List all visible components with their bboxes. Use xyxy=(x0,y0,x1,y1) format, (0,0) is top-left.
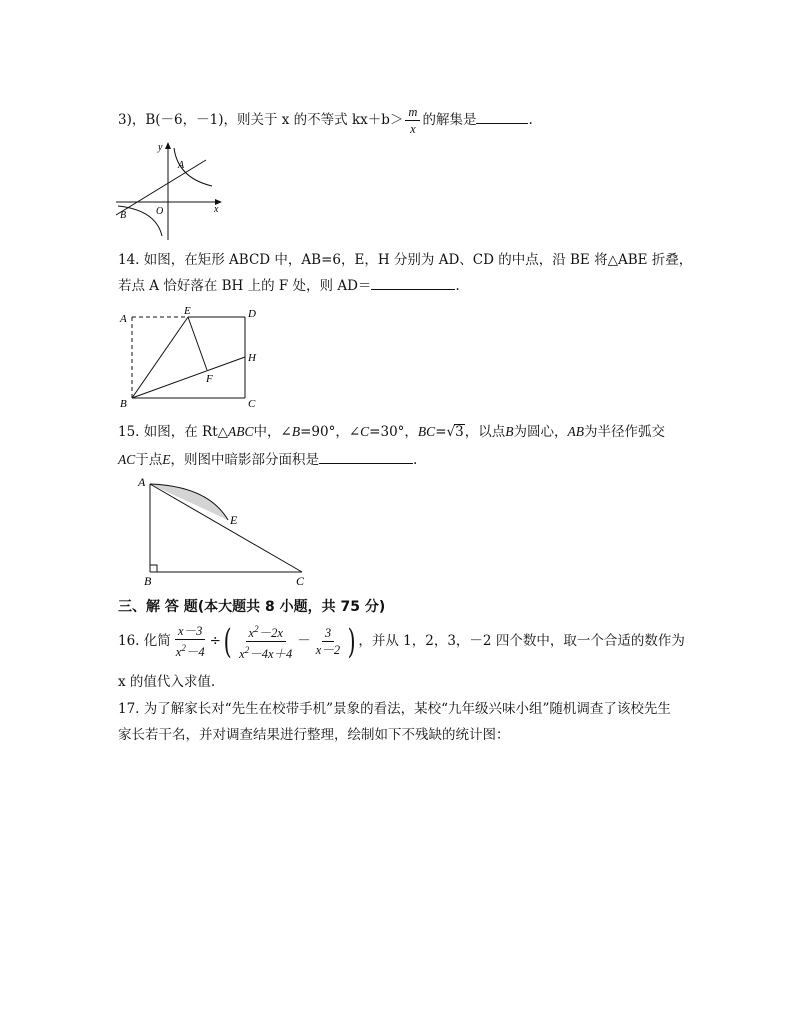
q15-line-2 xyxy=(118,451,417,469)
q16-fraction-2 xyxy=(236,621,295,662)
q13-suffix: 的解集是 xyxy=(422,112,477,128)
q13-frac-den: x xyxy=(410,122,416,136)
q15-c1: C xyxy=(360,424,370,439)
q14-label-a: A xyxy=(120,313,127,325)
q14-line-2-text: 若点 A 恰好落在 BH 上的 F 处，则 AD＝ xyxy=(118,278,372,294)
q16-f1-den-rest: －4 xyxy=(185,645,205,660)
q14-label-f: F xyxy=(206,373,213,385)
q13-label-b: B xyxy=(120,210,127,221)
q15-label-a: A xyxy=(138,475,146,489)
q13-label-o: O xyxy=(156,206,164,217)
sqrt-icon: √ xyxy=(446,424,456,440)
left-paren-icon: ( xyxy=(223,621,232,662)
q14-diagram xyxy=(112,304,272,410)
q13-end: . xyxy=(528,112,533,128)
q14-line-1: 14. 如图，在矩形 ABCD 中，AB=6，E，H 分别为 AD、CD 的中点，沿 BE 将△ABE 折叠， xyxy=(118,252,693,268)
q15-diagram xyxy=(132,472,312,590)
q15-text-6: ，以点 xyxy=(464,424,506,440)
q14-segment-bh xyxy=(132,357,245,398)
q15-text-4: =30°， xyxy=(369,424,418,440)
q15-text-3: =90°，∠ xyxy=(300,424,361,440)
q13-y-arrow xyxy=(165,142,171,149)
q15-sqrt-num: 3 xyxy=(455,424,464,440)
q13-label-a: A xyxy=(178,160,185,171)
q16-f2-num xyxy=(246,621,286,642)
q16-prefix: 16. 化简 xyxy=(118,633,171,650)
right-paren-icon: ) xyxy=(347,621,356,662)
q15-b2: B xyxy=(505,424,514,439)
q17-line-2: 家长若干名，并对调查结果进行整理，绘制如下不残缺的统计图： xyxy=(118,727,510,743)
q14-segment-be xyxy=(132,317,188,398)
q15-ac: AC xyxy=(118,452,136,467)
q15-label-e: E xyxy=(230,513,238,527)
q15-text-10: ，则图中暗影部分面积是 xyxy=(170,452,320,468)
q13-frac-num: m xyxy=(405,104,420,121)
q15-abc: ABC xyxy=(228,424,254,439)
q15-ab: AB xyxy=(567,424,584,439)
q16-f1-den-base: x xyxy=(175,645,182,660)
q14-label-h: H xyxy=(248,352,256,364)
q16-line-2: x 的值代入求值. xyxy=(118,674,216,690)
q15-text-2: 中，∠ xyxy=(253,424,292,440)
q14-label-d: D xyxy=(248,308,256,320)
q14-line-2 xyxy=(118,277,460,295)
q13-text xyxy=(118,104,533,137)
q14-label-b: B xyxy=(120,398,127,410)
q15-shaded-region xyxy=(150,484,228,520)
q14-segment-ef xyxy=(188,317,207,370)
q13-answer-blank[interactable] xyxy=(476,111,528,124)
q15-text-9: 于点 xyxy=(135,452,163,468)
q15-answer-blank[interactable] xyxy=(319,451,413,464)
q16-f1-num: x－3 xyxy=(175,623,205,640)
section-3-heading: 三、解 答 题(本大题共 8 小题，共 75 分) xyxy=(118,599,386,615)
q17-line-1: 17. 为了解家长对“先生在校带手机”景象的看法，某校“九年级兴味小组”随机调查了该校先生 xyxy=(118,701,671,717)
q16-div: ÷ xyxy=(209,633,221,650)
q16-line-1 xyxy=(118,621,685,662)
q15-bc: BC xyxy=(417,424,436,439)
q16-suffix: ，并从 1，2，3，－2 四个数中，取一个合适的数作为 xyxy=(358,633,685,650)
q16-f2-den-exp: 2 xyxy=(244,645,250,656)
q15-b1: B xyxy=(291,424,301,439)
q15-line-1 xyxy=(118,423,665,441)
q15-text-5: = xyxy=(435,424,447,440)
q15-label-c: C xyxy=(296,574,305,588)
q13-label-y: y xyxy=(158,142,163,153)
q16-f2-den-rest: －4x＋4 xyxy=(249,647,293,662)
q15-text-7: 为圆心， xyxy=(513,424,568,440)
q14-label-c: C xyxy=(248,398,256,410)
q16-f1-den xyxy=(173,640,208,660)
q15-e: E xyxy=(162,452,171,467)
q15-right-angle-mark xyxy=(150,565,157,572)
q15-end: . xyxy=(413,452,418,468)
q15-text-8: 为半径作弧交 xyxy=(583,424,665,440)
q14-label-e: E xyxy=(184,305,191,317)
q16-minus: － xyxy=(297,633,311,650)
q14-end: . xyxy=(455,278,460,294)
q13-label-x: x xyxy=(214,204,219,215)
q16-f2-den-a: x xyxy=(239,647,245,662)
q16-fraction-3 xyxy=(313,625,343,658)
q16-f2-num-rest: －2x xyxy=(258,626,283,641)
q15-text-1: 15. 如图，在 Rt△ xyxy=(118,424,229,440)
q16-f2-num-a: x xyxy=(248,626,255,641)
q16-f2-den xyxy=(236,642,295,662)
q13-fraction xyxy=(405,104,420,137)
q13-prefix: 3)，B(－6，－1)，则关于 x 的不等式 kx＋b＞ xyxy=(118,112,404,128)
q16-f2-num-exp: 2 xyxy=(254,624,259,634)
q15-segment-ac xyxy=(150,484,302,572)
q13-graph xyxy=(112,140,224,242)
q14-answer-blank[interactable] xyxy=(371,277,455,290)
q16-f3-den: x－2 xyxy=(315,643,341,658)
q16-fraction-1 xyxy=(173,623,208,660)
q16-f3-num: 3 xyxy=(322,625,334,642)
q16-f1-den-exp: 2 xyxy=(181,643,186,654)
q15-label-b: B xyxy=(144,574,152,588)
